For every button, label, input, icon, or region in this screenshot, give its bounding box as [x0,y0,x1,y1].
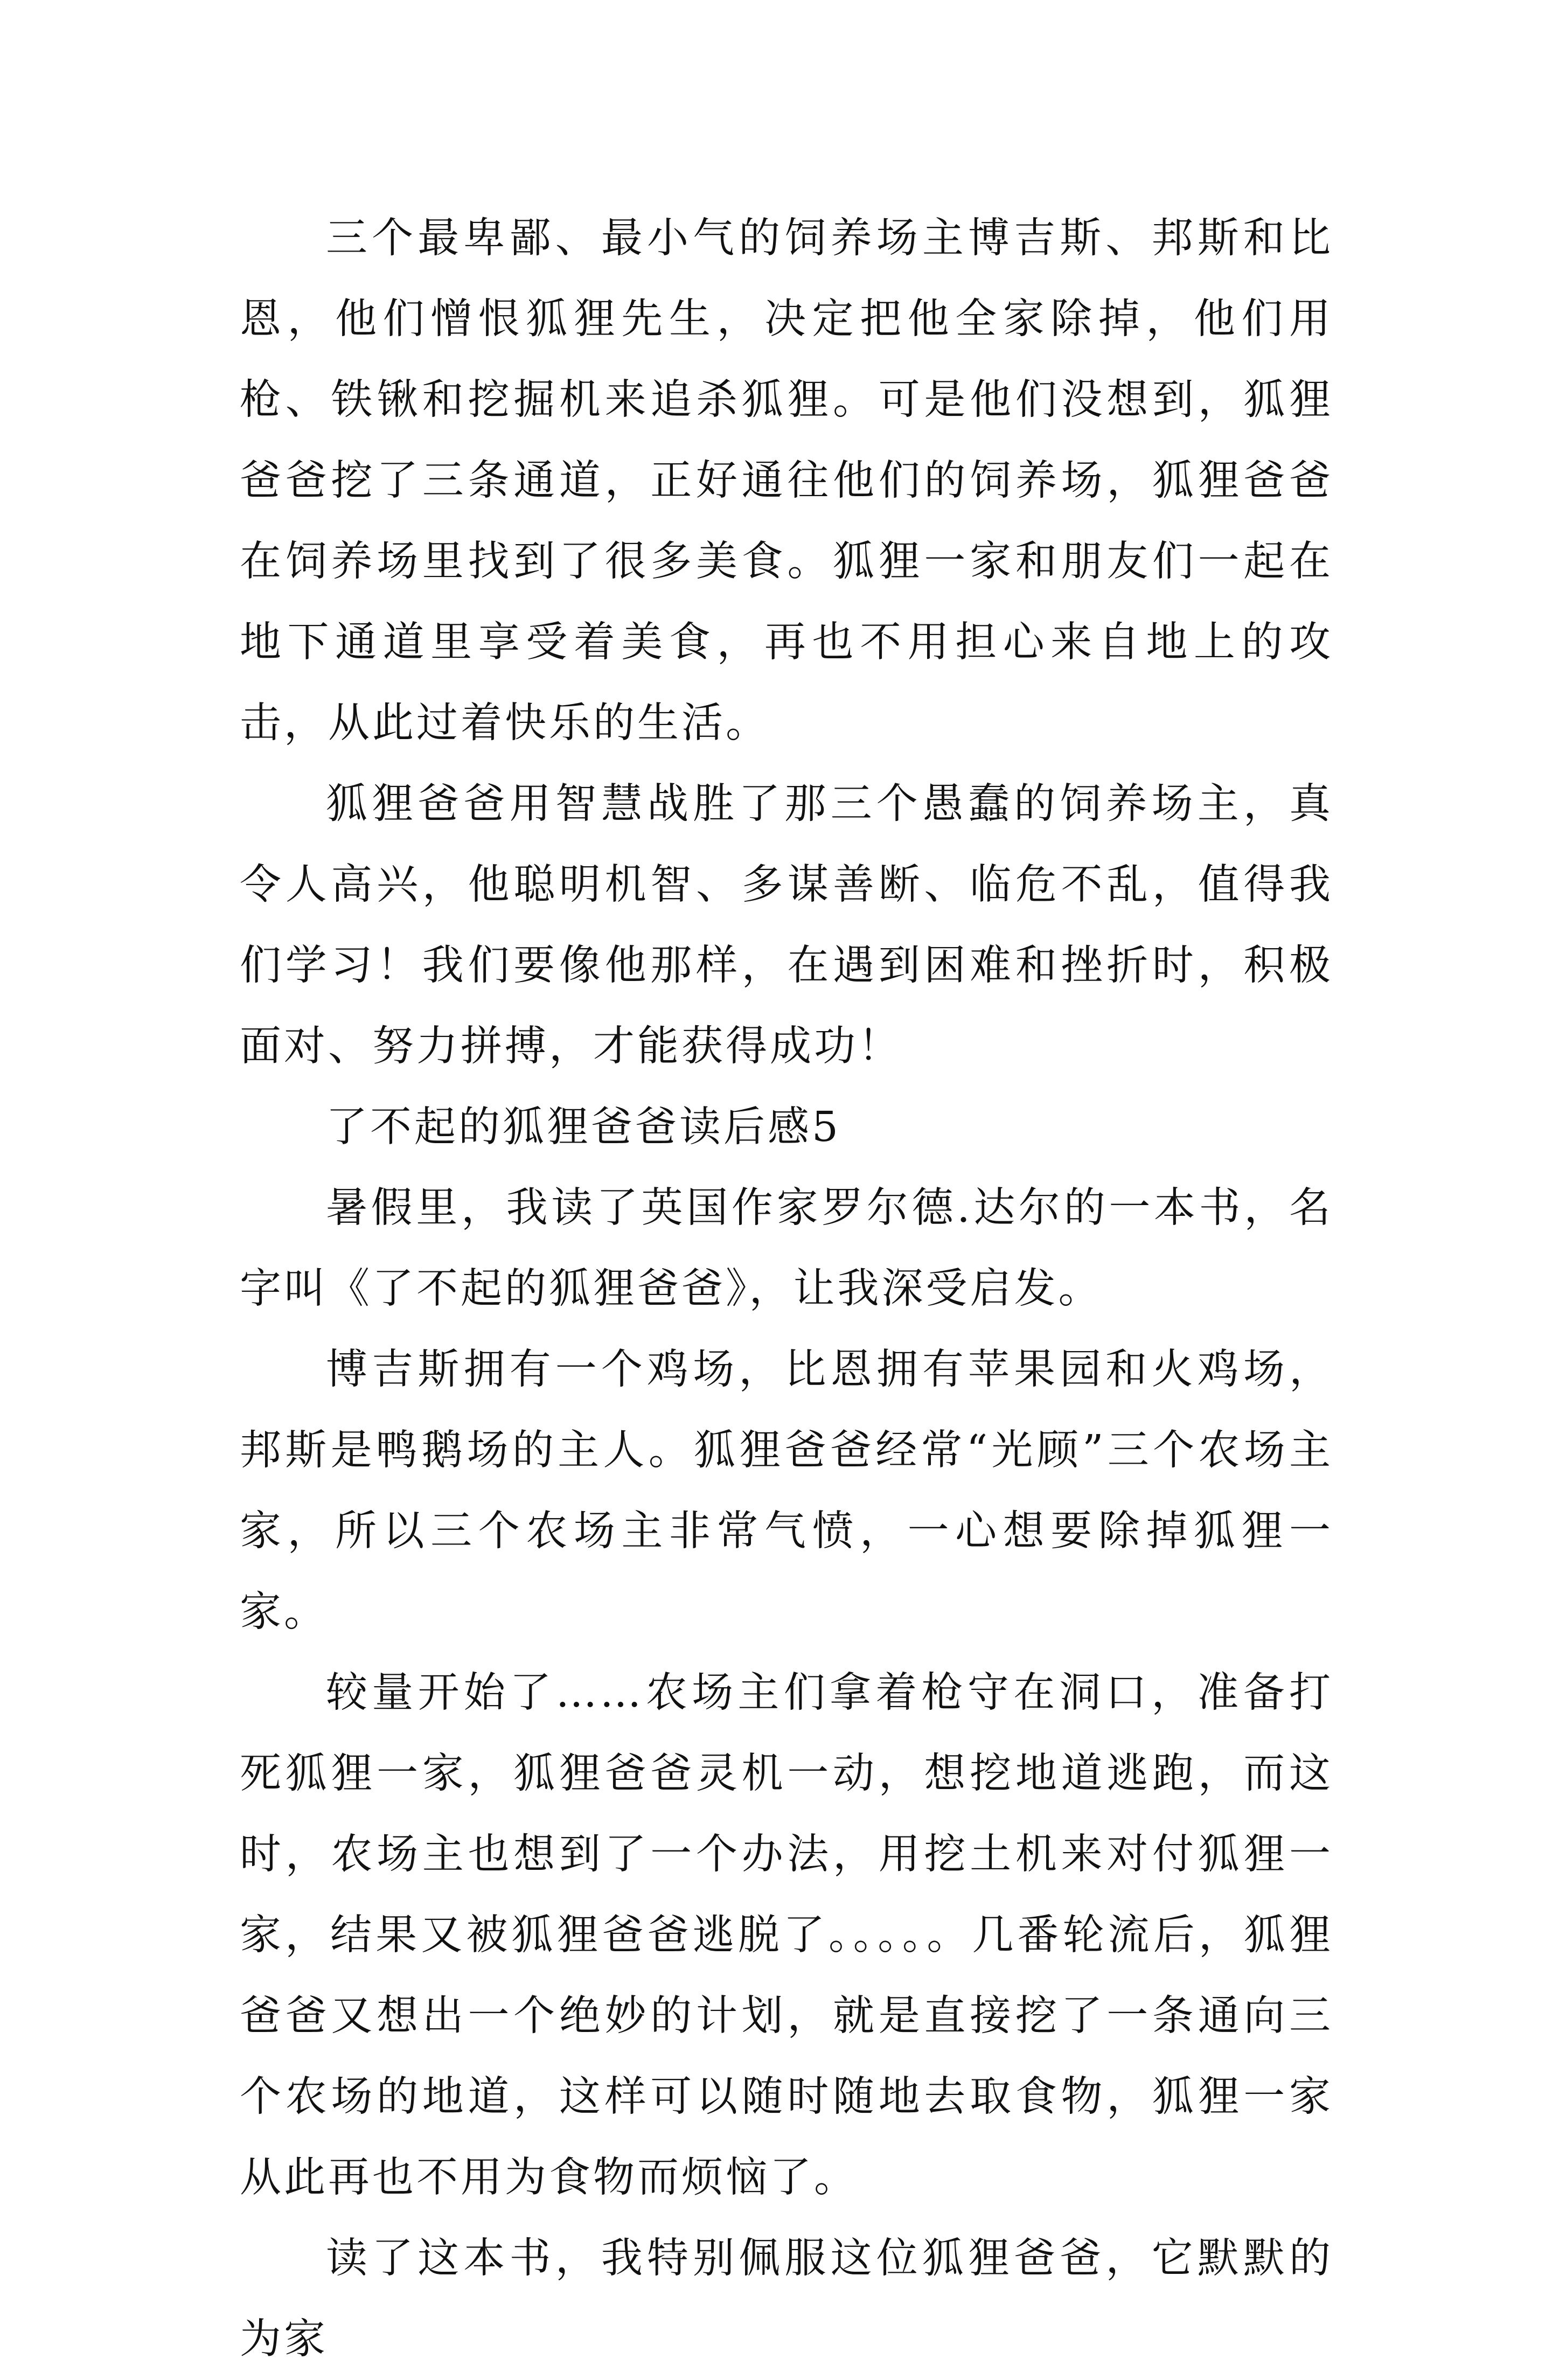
paragraph: 读了这本书，我特别佩服这位狐狸爸爸，它默默的为家 [240,2235,1333,2363]
paragraph: 狐狸爸爸用智慧战胜了那三个愚蠢的饲养场主，真令人高兴，他聪明机智、多谋善断、临危不乱，值得我们学习！我们要像他那样，在遇到困难和挫折时，积极面对、努力拼搏，才能获得成功！ [240,780,1333,1070]
paragraph: 暑假里，我读了英国作家罗尔德.达尔的一本书，名字叫《了不起的狐狸爸爸》，让我深受启发。 [240,1184,1333,1313]
paragraph: 博吉斯拥有一个鸡场，比恩拥有苹果园和火鸡场，邦斯是鸭鹅场的主人。狐狸爸爸经常“光顾”三个农场主家，所以三个农场主非常气愤，一心想要除掉狐狸一家。 [240,1346,1333,1636]
section-title: 了不起的狐狸爸爸读后感5 [326,1103,841,1151]
paragraph: 三个最卑鄙、最小气的饲养场主博吉斯、邦斯和比恩，他们憎恨狐狸先生，决定把他全家除掉，他们用枪、铁锹和挖掘机来追杀狐狸。可是他们没想到，狐狸爸爸挖了三条通道，正好通往他们的饲养场，狐狸爸爸在饲养场里找到了很多美食。狐狸一家和朋友们一起在地下通道里享受着美食，再也不用担心来自地上的攻击，从此过着快乐的生活。 [240,214,1333,747]
paragraph: 较量开始了……农场主们拿着枪守在洞口，准备打死狐狸一家，狐狸爸爸灵机一动，想挖地道逃跑，而这时，农场主也想到了一个办法，用挖土机来对付狐狸一家，结果又被狐狸爸爸逃脱了。。。。。几番轮流后，狐狸爸爸又想出一个绝妙的计划，就是直接挖了一条通向三个农场的地道，这样可以随时随地去取食物，狐狸一家从此再也不用为食物而烦恼了。 [240,1669,1333,2202]
document-body [240,198,1333,2380]
